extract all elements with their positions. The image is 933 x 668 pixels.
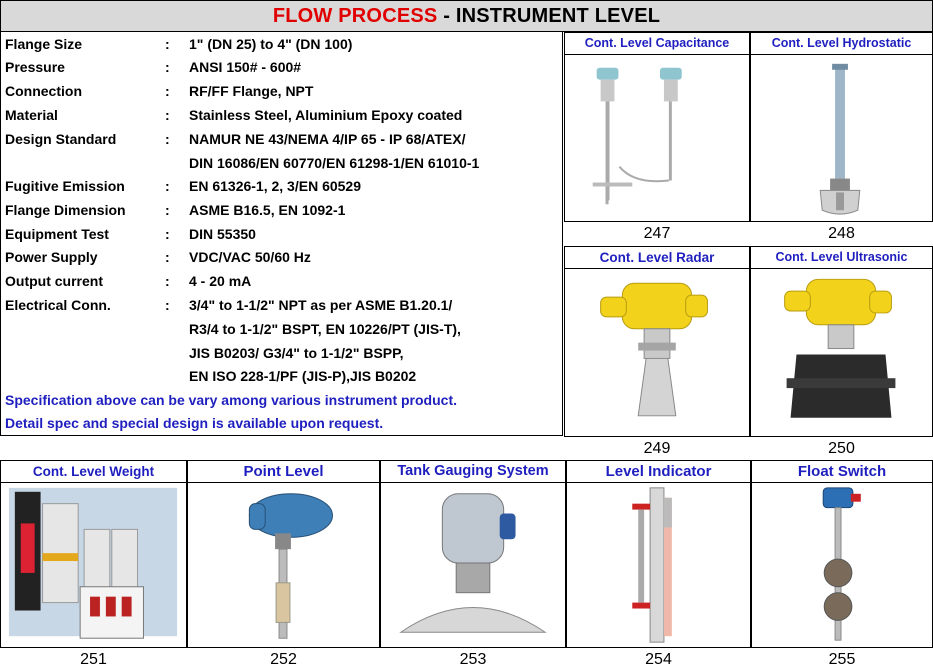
spec-label: Connection bbox=[5, 83, 82, 99]
capacitance-probe-image bbox=[565, 55, 749, 221]
spec-value: NAMUR NE 43/NEMA 4/IP 65 - IP 68/ATEX/ bbox=[189, 131, 466, 147]
spec-label: Equipment Test bbox=[5, 226, 109, 242]
spec-colon: : bbox=[165, 59, 170, 75]
radar-sensor-image bbox=[565, 269, 749, 436]
weight-system-image bbox=[1, 483, 186, 647]
spec-colon: : bbox=[165, 273, 170, 289]
spec-label: Pressure bbox=[5, 59, 65, 75]
title-highlight: FLOW PROCESS bbox=[272, 4, 438, 27]
product-card-level-indicator[interactable] bbox=[566, 460, 751, 648]
spec-value: EN 61326-1, 2, 3/EN 60529 bbox=[189, 178, 362, 194]
product-name: Level Indicator bbox=[567, 461, 750, 483]
ultrasonic-sensor-image bbox=[751, 269, 932, 436]
spec-colon: : bbox=[165, 36, 170, 52]
spec-colon: : bbox=[165, 202, 170, 218]
spec-value: EN ISO 228-1/PF (JIS-P),JIS B0202 bbox=[189, 368, 417, 384]
spec-colon: : bbox=[165, 178, 170, 194]
spec-label: Output current bbox=[5, 273, 103, 289]
page-title bbox=[0, 0, 933, 32]
spec-colon: : bbox=[165, 226, 170, 242]
product-code: 247 bbox=[643, 225, 671, 242]
spec-value: ASME B16.5, EN 1092-1 bbox=[189, 202, 346, 218]
product-card-hydrostatic[interactable] bbox=[750, 32, 933, 222]
product-card-radar[interactable] bbox=[564, 246, 750, 437]
spec-note: Detail spec and special design is available upon request. bbox=[5, 415, 384, 431]
spec-table bbox=[0, 32, 563, 436]
product-name: Cont. Level Radar bbox=[565, 247, 749, 269]
spec-label: Fugitive Emission bbox=[5, 178, 125, 194]
product-name: Cont. Level Capacitance bbox=[565, 33, 749, 55]
product-code: 251 bbox=[80, 651, 107, 668]
level-indicator-image bbox=[567, 483, 750, 647]
spec-value: 3/4" to 1-1/2" NPT as per ASME B1.20.1/ bbox=[189, 297, 453, 313]
spec-value: ANSI 150# - 600# bbox=[189, 59, 302, 75]
product-name: Point Level bbox=[188, 461, 379, 483]
spec-note: Specification above can be vary among various instrument product. bbox=[5, 392, 457, 408]
spec-colon: : bbox=[165, 107, 170, 123]
spec-colon: : bbox=[165, 249, 170, 265]
product-name: Cont. Level Hydrostatic bbox=[751, 33, 932, 55]
product-card-capacitance[interactable] bbox=[564, 32, 750, 222]
spec-value: Stainless Steel, Aluminium Epoxy coated bbox=[189, 107, 463, 123]
spec-label: Material bbox=[5, 107, 58, 123]
product-card-weight[interactable] bbox=[0, 460, 187, 648]
product-code: 249 bbox=[643, 440, 671, 457]
product-code: 255 bbox=[828, 651, 856, 668]
product-code: 248 bbox=[828, 225, 855, 242]
spec-colon: : bbox=[165, 83, 170, 99]
product-name: Cont. Level Weight bbox=[1, 461, 186, 483]
product-card-float-switch[interactable] bbox=[751, 460, 933, 648]
title-separator: - bbox=[437, 4, 456, 27]
product-code: 252 bbox=[270, 651, 297, 668]
spec-value: DIN 55350 bbox=[189, 226, 256, 242]
spec-value: VDC/VAC 50/60 Hz bbox=[189, 249, 311, 265]
hydrostatic-probe-image bbox=[751, 55, 932, 221]
spec-label: Design Standard bbox=[5, 131, 117, 147]
spec-value: 4 - 20 mA bbox=[189, 273, 252, 289]
spec-label: Electrical Conn. bbox=[5, 297, 111, 313]
float-switch-image bbox=[752, 483, 932, 647]
product-name: Tank Gauging System bbox=[381, 461, 565, 483]
product-code: 253 bbox=[459, 651, 487, 668]
point-level-switch-image bbox=[188, 483, 379, 647]
spec-colon: : bbox=[165, 297, 170, 313]
spec-value: DIN 16086/EN 60770/EN 61298-1/EN 61010-1 bbox=[189, 155, 480, 171]
product-name: Float Switch bbox=[752, 461, 932, 483]
spec-colon: : bbox=[165, 131, 170, 147]
product-card-tank-gauging[interactable] bbox=[380, 460, 566, 648]
title-rest: INSTRUMENT LEVEL bbox=[455, 4, 661, 27]
product-card-ultrasonic[interactable] bbox=[750, 246, 933, 437]
spec-value: JIS B0203/ G3/4" to 1-1/2" BSPP, bbox=[189, 345, 404, 361]
spec-value: RF/FF Flange, NPT bbox=[189, 83, 314, 99]
spec-label: Flange Dimension bbox=[5, 202, 126, 218]
spec-label: Power Supply bbox=[5, 249, 98, 265]
product-name: Cont. Level Ultrasonic bbox=[751, 247, 932, 269]
product-code: 250 bbox=[828, 440, 855, 457]
spec-value: 1" (DN 25) to 4" (DN 100) bbox=[189, 36, 353, 52]
product-code: 254 bbox=[645, 651, 672, 668]
product-card-point-level[interactable] bbox=[187, 460, 380, 648]
tank-gauging-image bbox=[381, 483, 565, 647]
spec-value: R3/4 to 1-1/2" BSPT, EN 10226/PT (JIS-T), bbox=[189, 321, 461, 337]
spec-label: Flange Size bbox=[5, 36, 83, 52]
